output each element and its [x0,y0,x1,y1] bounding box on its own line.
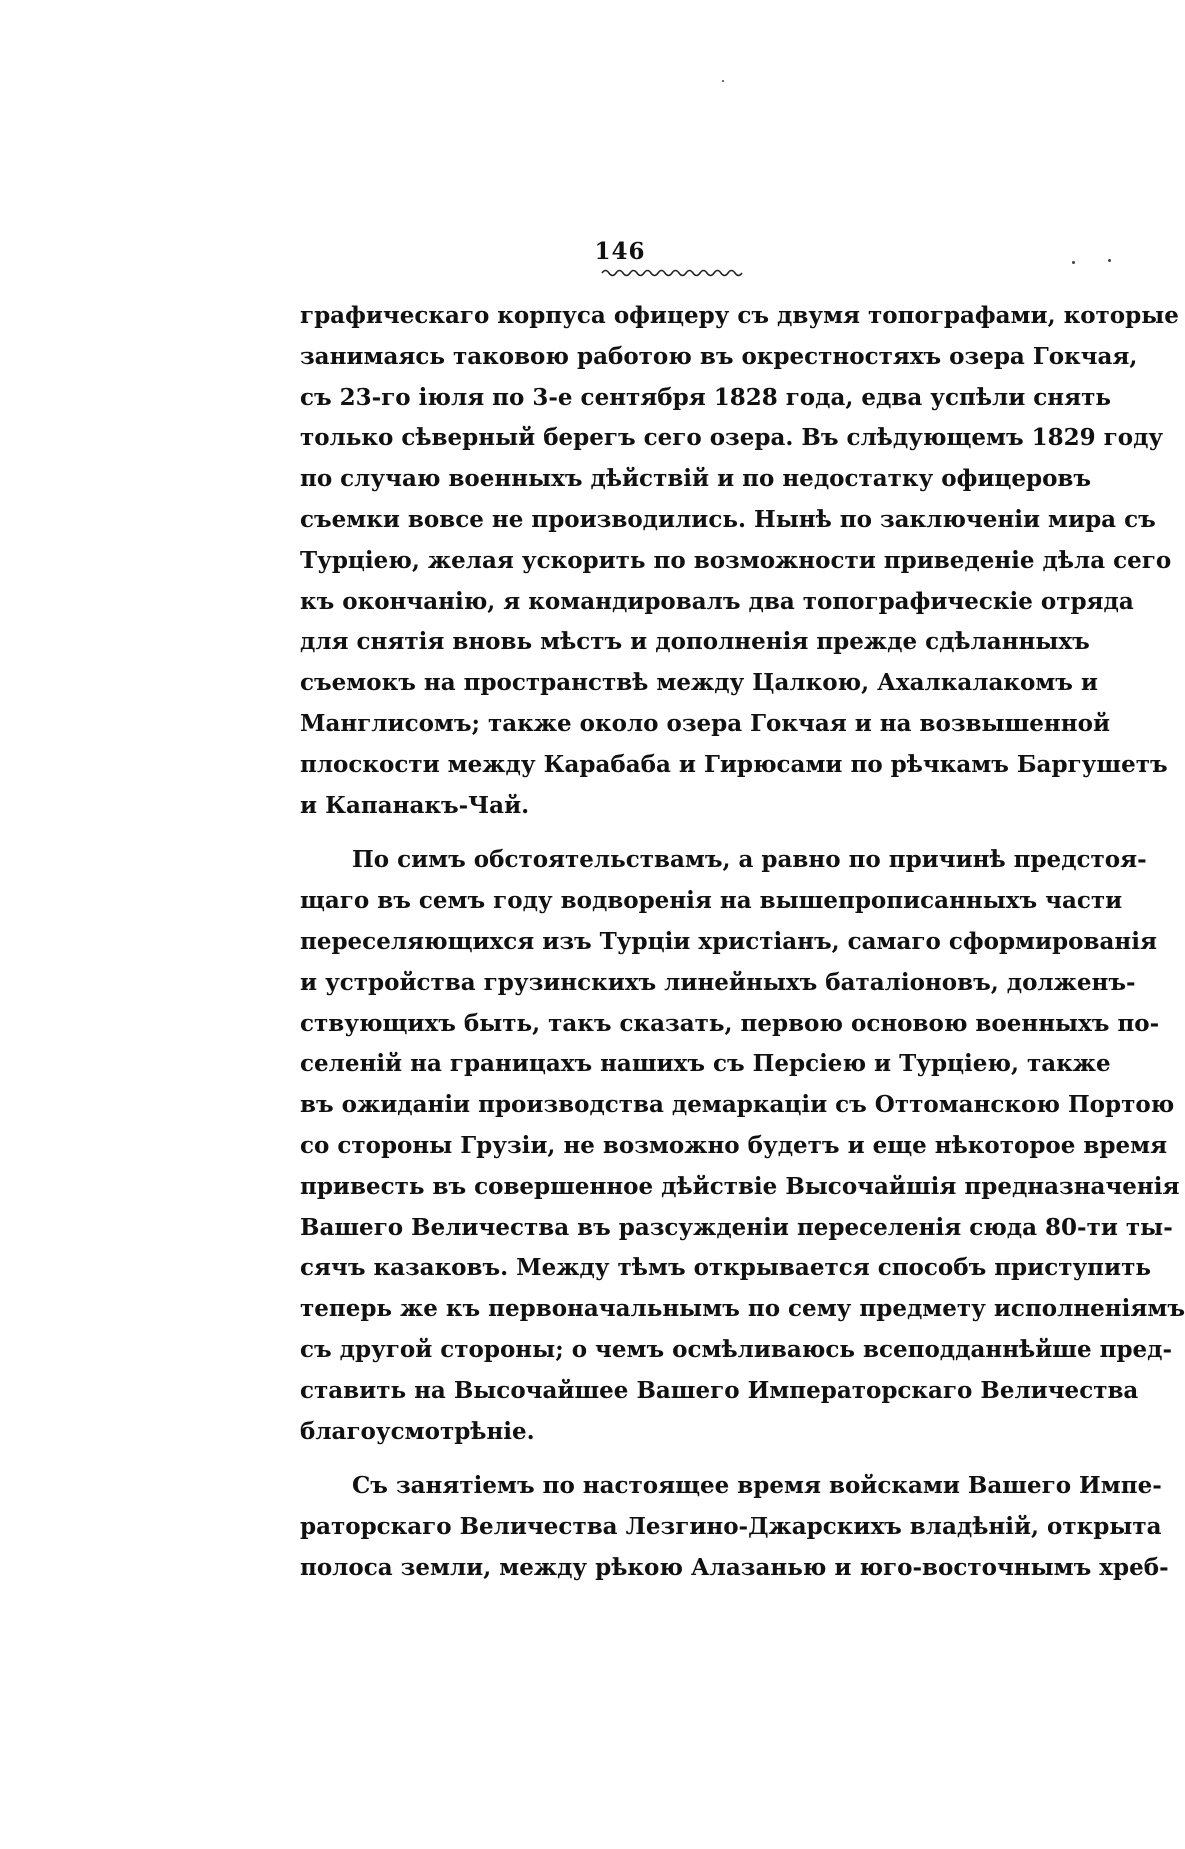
paragraph [300,296,1179,826]
text-line: щаго въ семъ году водворенiя на вышепрописанныхъ части [300,887,1123,915]
text-line: привесть въ совершенное дѣйствiе Высочайшiя предназначенiя [300,1172,1180,1200]
text-line: переселяющихся изъ Турцiи христiанъ, самаго сформированiя [300,927,1157,955]
text-line: Турцiею, желая ускорить по возможности приведенiе дѣла сего [300,546,1172,574]
text-line: Вашего Величества въ разсужденiи переселенiя сюда 80-ти ты- [300,1213,1173,1241]
text-line: сячъ казаковъ. Между тѣмъ открывается способъ приступить [300,1254,1151,1282]
text-line: и устройства грузинскихъ линейныхъ баталiоновъ, долженъ- [300,968,1136,996]
text-line: въ ожиданiи производства демаркацiи съ Оттоманскою Портою [300,1091,1175,1119]
paragraph [300,1466,1169,1588]
text-line: Съ занятiемъ по настоящее время войсками Вашего Импе- [352,1472,1162,1500]
body-text [300,296,1185,1589]
text-line: раторскаго Величества Лезгино-Джарскихъ владѣнiй, открыта [300,1513,1162,1541]
paragraph-gap [300,826,1072,840]
text-line: благоусмотрѣнiе. [300,1417,535,1445]
text-line: только сѣверный берегъ сего озера. Въ слѣдующемъ 1829 году [300,424,1164,452]
text-line: для снятiя вновь мѣстъ и дополненiя прежде сдѣланныхъ [300,628,1090,656]
text-line: селенiй на границахъ нашихъ съ Персiею и Турцiею, также [300,1050,1111,1078]
print-speck [1108,259,1111,262]
text-line: къ окончанiю, я командировалъ два топографическiе отряда [300,587,1134,615]
paragraph-gap [300,1452,1072,1466]
text-line: съ другой стороны; о чемъ осмѣливаюсь всеподданнѣйше пред- [300,1335,1173,1363]
wavy-underline-ornament [602,268,742,278]
text-line: Манглисомъ; также около озера Гокчая и на возвышенной [300,709,1110,737]
print-speck [1072,261,1075,264]
text-line: По симъ обстоятельствамъ, а равно по причинѣ предстоя- [352,846,1147,874]
print-speck [722,80,724,82]
page-number: 146 [594,238,646,265]
text-line: съемокъ на пространствѣ между Цалкою, Ахалкалакомъ и [300,669,1098,697]
text-line: занимаясь таковою работою въ окрестностяхъ озера Гокчая, [300,342,1138,370]
text-line: ствующихъ быть, такъ сказать, первою основою военныхъ по- [300,1009,1160,1037]
text-line: ставить на Высочайшее Вашего Императорскаго Величества [300,1376,1139,1404]
page-number-container [0,238,1140,265]
paragraph [300,840,1185,1452]
text-line: и Капанакъ-Чай. [300,791,530,819]
text-line: теперь же къ первоначальнымъ по сему предмету исполненiямъ [300,1295,1185,1323]
text-line: съ 23-го iюля по 3-е сентября 1828 года, едва успѣли снять [300,383,1111,411]
text-line: полоса земли, между рѣкою Алазанью и юго-восточнымъ хреб- [300,1553,1169,1581]
text-line: по случаю военныхъ дѣйствiй и по недостатку офицеровъ [300,465,1092,493]
text-line: графическаго корпуса офицеру съ двумя топографами, которые [300,302,1179,329]
text-line: съемки вовсе не производились. Нынѣ по заключенiи мира съ [300,505,1156,533]
text-line: плоскости между Карабаба и Гирюсами по рѣчкамъ Баргушетъ [300,750,1168,778]
text-line: со стороны Грузiи, не возможно будетъ и еще нѣкоторое время [300,1131,1168,1159]
